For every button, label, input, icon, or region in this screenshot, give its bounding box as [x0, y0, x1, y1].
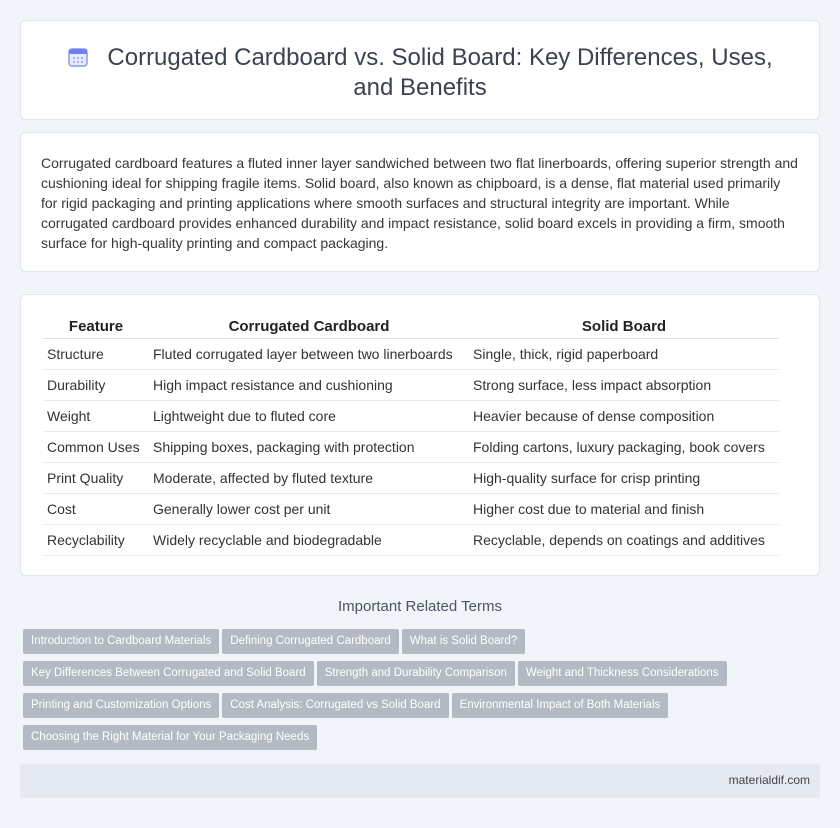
corrugated-cell: Widely recyclable and biodegradable — [149, 525, 469, 556]
page-title: Corrugated Cardboard vs. Solid Board: Key Differences, Uses, and Benefits — [107, 44, 773, 101]
related-term-tag[interactable]: Choosing the Right Material for Your Packaging Needs — [23, 725, 317, 750]
table-header-row — [43, 313, 779, 339]
related-term-tag[interactable]: Environmental Impact of Both Materials — [452, 693, 669, 718]
calendar-icon — [67, 46, 89, 68]
footer-site-link[interactable]: materialdif.com — [728, 773, 810, 787]
header-feature: Feature — [43, 313, 149, 339]
corrugated-cell: Fluted corrugated layer between two linerboards — [149, 339, 469, 370]
related-term-tag[interactable]: Printing and Customization Options — [23, 693, 219, 718]
header-corrugated: Corrugated Cardboard — [149, 313, 469, 339]
related-term-tag[interactable]: Introduction to Cardboard Materials — [23, 629, 219, 654]
table-row — [43, 494, 779, 525]
solid-cell: High-quality surface for crisp printing — [469, 463, 779, 494]
related-term-tag[interactable]: What is Solid Board? — [402, 629, 525, 654]
table-row — [43, 432, 779, 463]
solid-cell: Single, thick, rigid paperboard — [469, 339, 779, 370]
comparison-card — [20, 294, 820, 576]
feature-cell: Cost — [43, 494, 149, 525]
table-row — [43, 525, 779, 556]
related-terms-heading: Important Related Terms — [338, 598, 502, 615]
comparison-table — [43, 313, 779, 556]
page-title-row — [21, 43, 819, 103]
header-solid: Solid Board — [469, 313, 779, 339]
table-row — [43, 463, 779, 494]
related-term-tag[interactable]: Strength and Durability Comparison — [317, 661, 515, 686]
intro-paragraph: Corrugated cardboard features a fluted inner layer sandwiched between two flat linerboards, offering superior strength and cushioning ideal for shipping fragile items. Solid board, also known as chipboard, is a dense, flat material used primarily for rigid packaging and printing applications where smooth surfaces and structural integrity are important. While corrugated cardboard provides enhanced durability and impact resistance, solid board excels in providing a firm, smooth surface for high-quality printing and compact packaging. — [41, 155, 798, 251]
solid-cell: Higher cost due to material and finish — [469, 494, 779, 525]
related-term-tag[interactable]: Key Differences Between Corrugated and Solid Board — [23, 661, 314, 686]
corrugated-cell: Lightweight due to fluted core — [149, 401, 469, 432]
corrugated-cell: Moderate, affected by fluted texture — [149, 463, 469, 494]
feature-cell: Durability — [43, 370, 149, 401]
feature-cell: Weight — [43, 401, 149, 432]
related-term-tag[interactable]: Defining Corrugated Cardboard — [222, 629, 398, 654]
feature-cell: Recyclability — [43, 525, 149, 556]
related-term-tag[interactable]: Cost Analysis: Corrugated vs Solid Board — [222, 693, 448, 718]
corrugated-cell: Shipping boxes, packaging with protection — [149, 432, 469, 463]
title-card — [20, 20, 820, 120]
solid-cell: Folding cartons, luxury packaging, book covers — [469, 432, 779, 463]
related-term-tag[interactable]: Weight and Thickness Considerations — [518, 661, 727, 686]
feature-cell: Print Quality — [43, 463, 149, 494]
related-terms-list — [23, 629, 803, 757]
footer — [20, 764, 820, 798]
feature-cell: Structure — [43, 339, 149, 370]
table-row — [43, 370, 779, 401]
solid-cell: Strong surface, less impact absorption — [469, 370, 779, 401]
corrugated-cell: High impact resistance and cushioning — [149, 370, 469, 401]
table-row — [43, 339, 779, 370]
solid-cell: Recyclable, depends on coatings and additives — [469, 525, 779, 556]
corrugated-cell: Generally lower cost per unit — [149, 494, 469, 525]
intro-card — [20, 132, 820, 272]
solid-cell: Heavier because of dense composition — [469, 401, 779, 432]
feature-cell: Common Uses — [43, 432, 149, 463]
table-row — [43, 401, 779, 432]
